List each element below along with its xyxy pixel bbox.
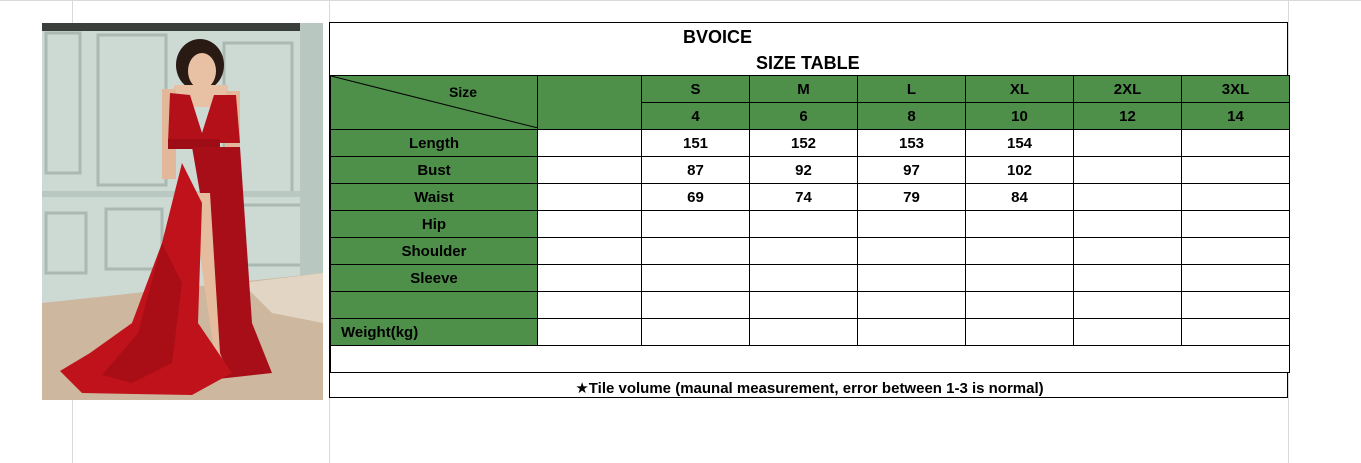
table-cell: 102 (966, 157, 1074, 184)
size-number: 6 (750, 103, 858, 130)
table-cell (750, 211, 858, 238)
size-letter: 2XL (1074, 76, 1182, 103)
spacer-cell (331, 346, 1290, 373)
blank-cell (538, 211, 642, 238)
table-cell: 92 (750, 157, 858, 184)
row-label: Waist (331, 184, 538, 211)
size-corner-label: Size (449, 84, 478, 100)
table-row-waist (331, 184, 1290, 211)
table-row-spacer (331, 346, 1290, 373)
blank-cell (538, 319, 642, 346)
table-cell (1074, 292, 1182, 319)
table-cell (1182, 265, 1290, 292)
row-label: Weight(kg) (331, 319, 538, 346)
table-cell (966, 292, 1074, 319)
size-letter: XL (966, 76, 1074, 103)
diagonal-divider (331, 76, 538, 128)
blank-header-cell (538, 76, 642, 130)
table-cell: 79 (858, 184, 966, 211)
size-number: 14 (1182, 103, 1290, 130)
guide-line-top (0, 0, 1361, 1)
table-cell (966, 211, 1074, 238)
table-cell (1074, 130, 1182, 157)
table-cell (1074, 211, 1182, 238)
table-cell: 97 (858, 157, 966, 184)
chart-title: SIZE TABLE (756, 53, 860, 73)
row-label (331, 292, 538, 319)
table-cell (750, 238, 858, 265)
row-label: Hip (331, 211, 538, 238)
row-label: Sleeve (331, 265, 538, 292)
table-cell: 153 (858, 130, 966, 157)
table-row-blank (331, 292, 1290, 319)
table-cell (642, 211, 750, 238)
table-cell (1182, 130, 1290, 157)
size-number: 4 (642, 103, 750, 130)
table-cell (966, 265, 1074, 292)
table-cell (1182, 211, 1290, 238)
table-cell: 152 (750, 130, 858, 157)
row-label: Length (331, 130, 538, 157)
table-cell: 69 (642, 184, 750, 211)
table-row-hip (331, 211, 1290, 238)
table-cell (750, 292, 858, 319)
table-cell: 74 (750, 184, 858, 211)
size-chart (329, 22, 1288, 398)
size-number: 8 (858, 103, 966, 130)
table-cell (750, 319, 858, 346)
table-cell (858, 238, 966, 265)
table-row-sleeve (331, 265, 1290, 292)
row-label: Bust (331, 157, 538, 184)
table-cell (1182, 238, 1290, 265)
table-cell (642, 319, 750, 346)
table-cell (858, 265, 966, 292)
table-cell (858, 319, 966, 346)
size-letter-row (331, 76, 1290, 103)
table-row-length (331, 130, 1290, 157)
row-label: Shoulder (331, 238, 538, 265)
size-number: 10 (966, 103, 1074, 130)
product-photo (42, 23, 323, 400)
size-table (330, 75, 1290, 373)
size-letter: S (642, 76, 750, 103)
table-cell: 151 (642, 130, 750, 157)
table-cell (858, 211, 966, 238)
table-cell (1182, 319, 1290, 346)
size-letter: M (750, 76, 858, 103)
table-cell (750, 265, 858, 292)
blank-cell (538, 238, 642, 265)
blank-cell (538, 130, 642, 157)
blank-cell (538, 184, 642, 211)
measurement-note: ★Tile volume (maunal measurement, error between 1-3 is normal) (575, 380, 1044, 397)
dress-illustration (42, 23, 323, 400)
table-row-weight (331, 319, 1290, 346)
table-cell (1074, 265, 1182, 292)
size-letter: L (858, 76, 966, 103)
blank-cell (538, 157, 642, 184)
table-cell (966, 238, 1074, 265)
table-cell (858, 292, 966, 319)
table-cell (1182, 157, 1290, 184)
blank-cell (538, 292, 642, 319)
table-cell (1074, 157, 1182, 184)
table-cell (1074, 238, 1182, 265)
table-cell: 154 (966, 130, 1074, 157)
table-cell: 84 (966, 184, 1074, 211)
table-cell (1182, 184, 1290, 211)
table-cell (1182, 292, 1290, 319)
size-corner-cell (331, 76, 538, 130)
table-cell (642, 238, 750, 265)
table-cell (966, 319, 1074, 346)
table-cell (642, 265, 750, 292)
table-cell: 87 (642, 157, 750, 184)
brand-title: BVOICE (683, 27, 753, 47)
table-row-shoulder (331, 238, 1290, 265)
blank-cell (538, 265, 642, 292)
size-letter: 3XL (1182, 76, 1290, 103)
table-row-bust (331, 157, 1290, 184)
size-number: 12 (1074, 103, 1182, 130)
table-cell (642, 292, 750, 319)
table-cell (1074, 319, 1182, 346)
table-cell (1074, 184, 1182, 211)
